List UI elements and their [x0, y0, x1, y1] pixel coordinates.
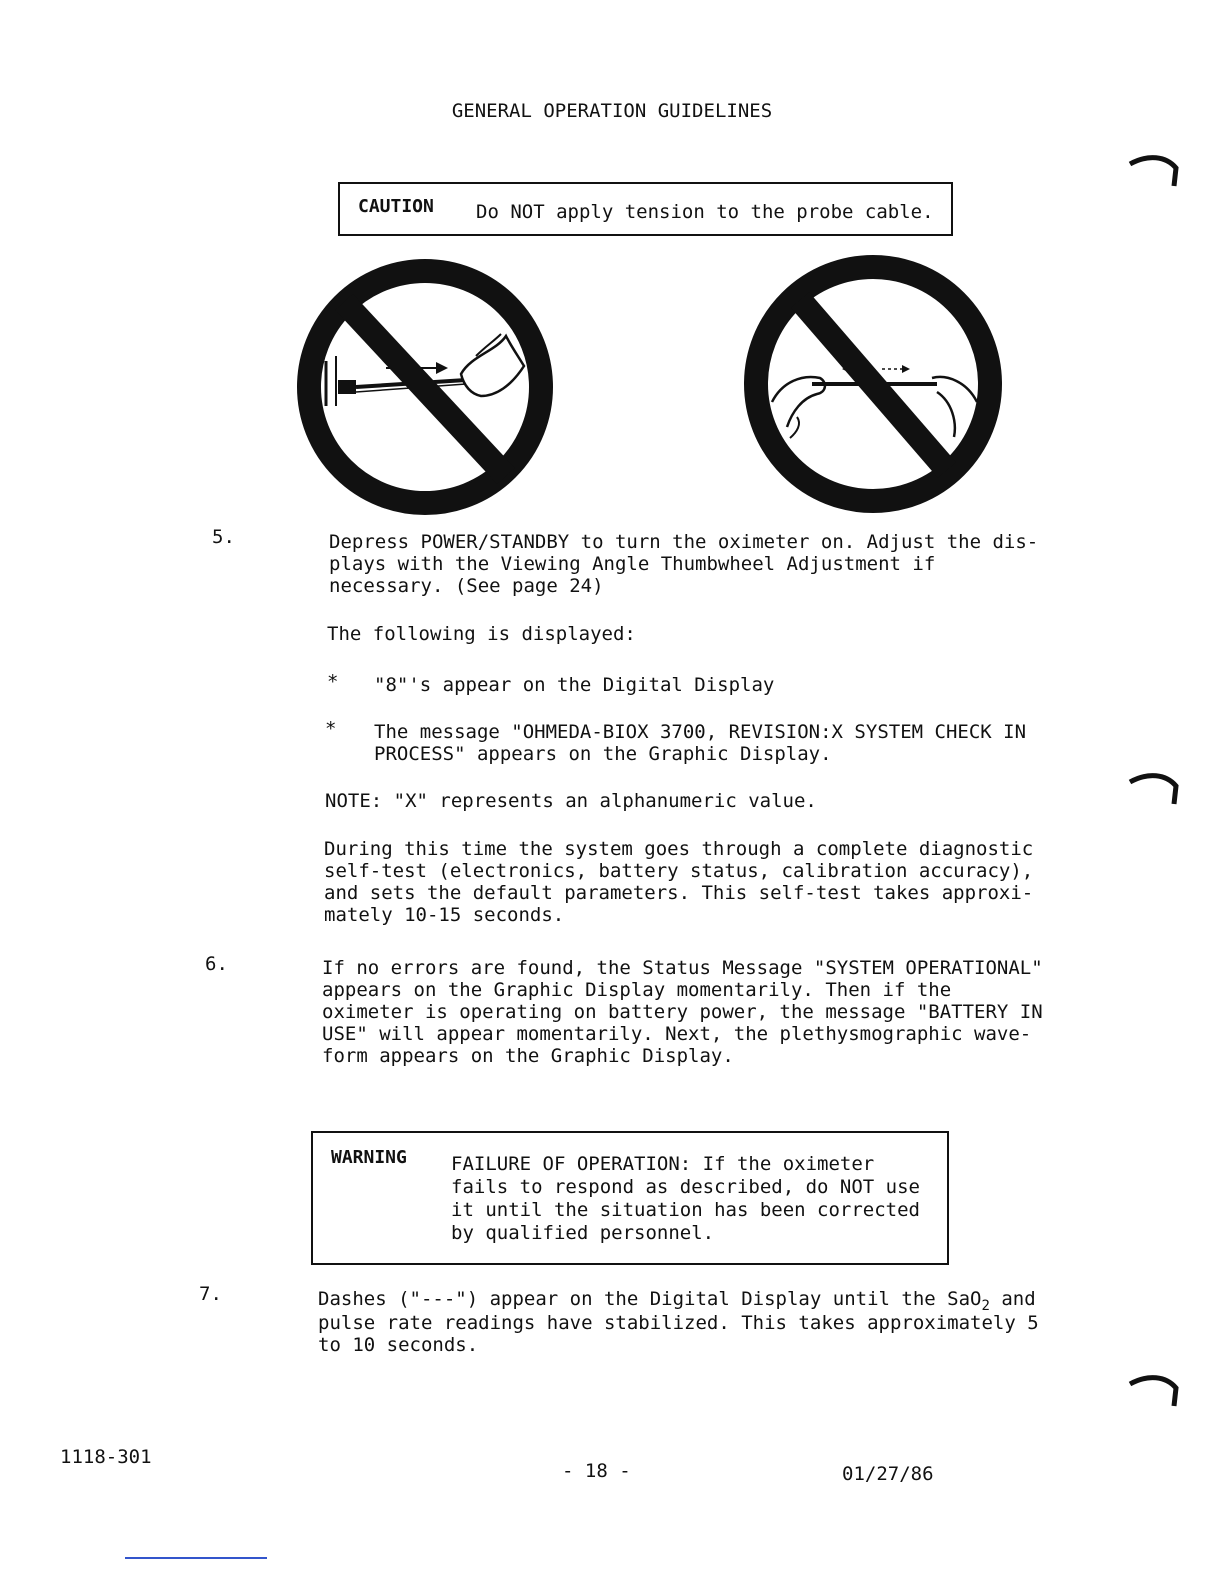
subscript-2: 2: [981, 1297, 990, 1314]
step-6-number: 6.: [205, 953, 228, 975]
step-5-intro: Depress POWER/STANDBY to turn the oximeter on. Adjust the dis- plays with the Viewing Angle Thumbwheel Adjustment if necessary. (See page 24): [329, 531, 1039, 597]
binding-mark-icon: [1128, 768, 1188, 808]
step-6-text: If no errors are found, the Status Message "SYSTEM OPERATIONAL" appears on the Graphic Display momentarily. Then if the oximeter is operating on battery power, the message "BATTERY IN USE" will appear momentarily. Next, the plethysmographic wave- form appears on the Graphic Display.: [322, 957, 1043, 1067]
caution-label: CAUTION: [358, 196, 434, 217]
binding-mark-icon: [1128, 1370, 1188, 1410]
step-5-number: 5.: [212, 526, 235, 548]
bullet-item: The message "OHMEDA-BIOX 3700, REVISION:X SYSTEM CHECK IN PROCESS" appears on the Graphic Display.: [374, 721, 1027, 765]
bottom-rule: [125, 1557, 267, 1559]
step-7-line1-end: and: [989, 1288, 1036, 1310]
page-title: GENERAL OPERATION GUIDELINES: [451, 100, 773, 122]
diagnostic-text: During this time the system goes through a complete diagnostic self-test (electronics, battery status, calibration accuracy), and sets the default parameters. This self-test takes approxi- mately 10-15 seconds.: [324, 838, 1034, 926]
warning-label: WARNING: [331, 1147, 407, 1168]
prohibited-tension-probe-icon: [296, 256, 554, 518]
warning-text: FAILURE OF OPERATION: If the oximeter fails to respond as described, do NOT use it until the situation has been corrected by qualified personnel.: [451, 1153, 920, 1244]
bullet-mark: *: [325, 718, 337, 740]
step-7-number: 7.: [199, 1283, 222, 1305]
prohibited-pulling-cable-icon: [742, 252, 1004, 516]
note-text: NOTE: "X" represents an alphanumeric value.: [325, 790, 817, 812]
document-date: 01/27/86: [842, 1463, 934, 1485]
document-number: 1118-301: [60, 1446, 152, 1468]
bullet-item: "8"'s appear on the Digital Display: [374, 674, 775, 696]
step-5-following: The following is displayed:: [327, 623, 636, 645]
warning-box: [311, 1131, 949, 1265]
caution-text: Do NOT apply tension to the probe cable.: [476, 201, 934, 223]
binding-mark-icon: [1128, 150, 1188, 190]
bullet-mark: *: [327, 671, 339, 693]
page-number: - 18 -: [562, 1460, 631, 1482]
step-7-line1-text: Dashes ("---") appear on the Digital Display until the SaO: [318, 1288, 982, 1310]
caution-box: [338, 182, 953, 236]
step-7-text: pulse rate readings have stabilized. This takes approximately 5 to 10 seconds.: [318, 1312, 1039, 1356]
